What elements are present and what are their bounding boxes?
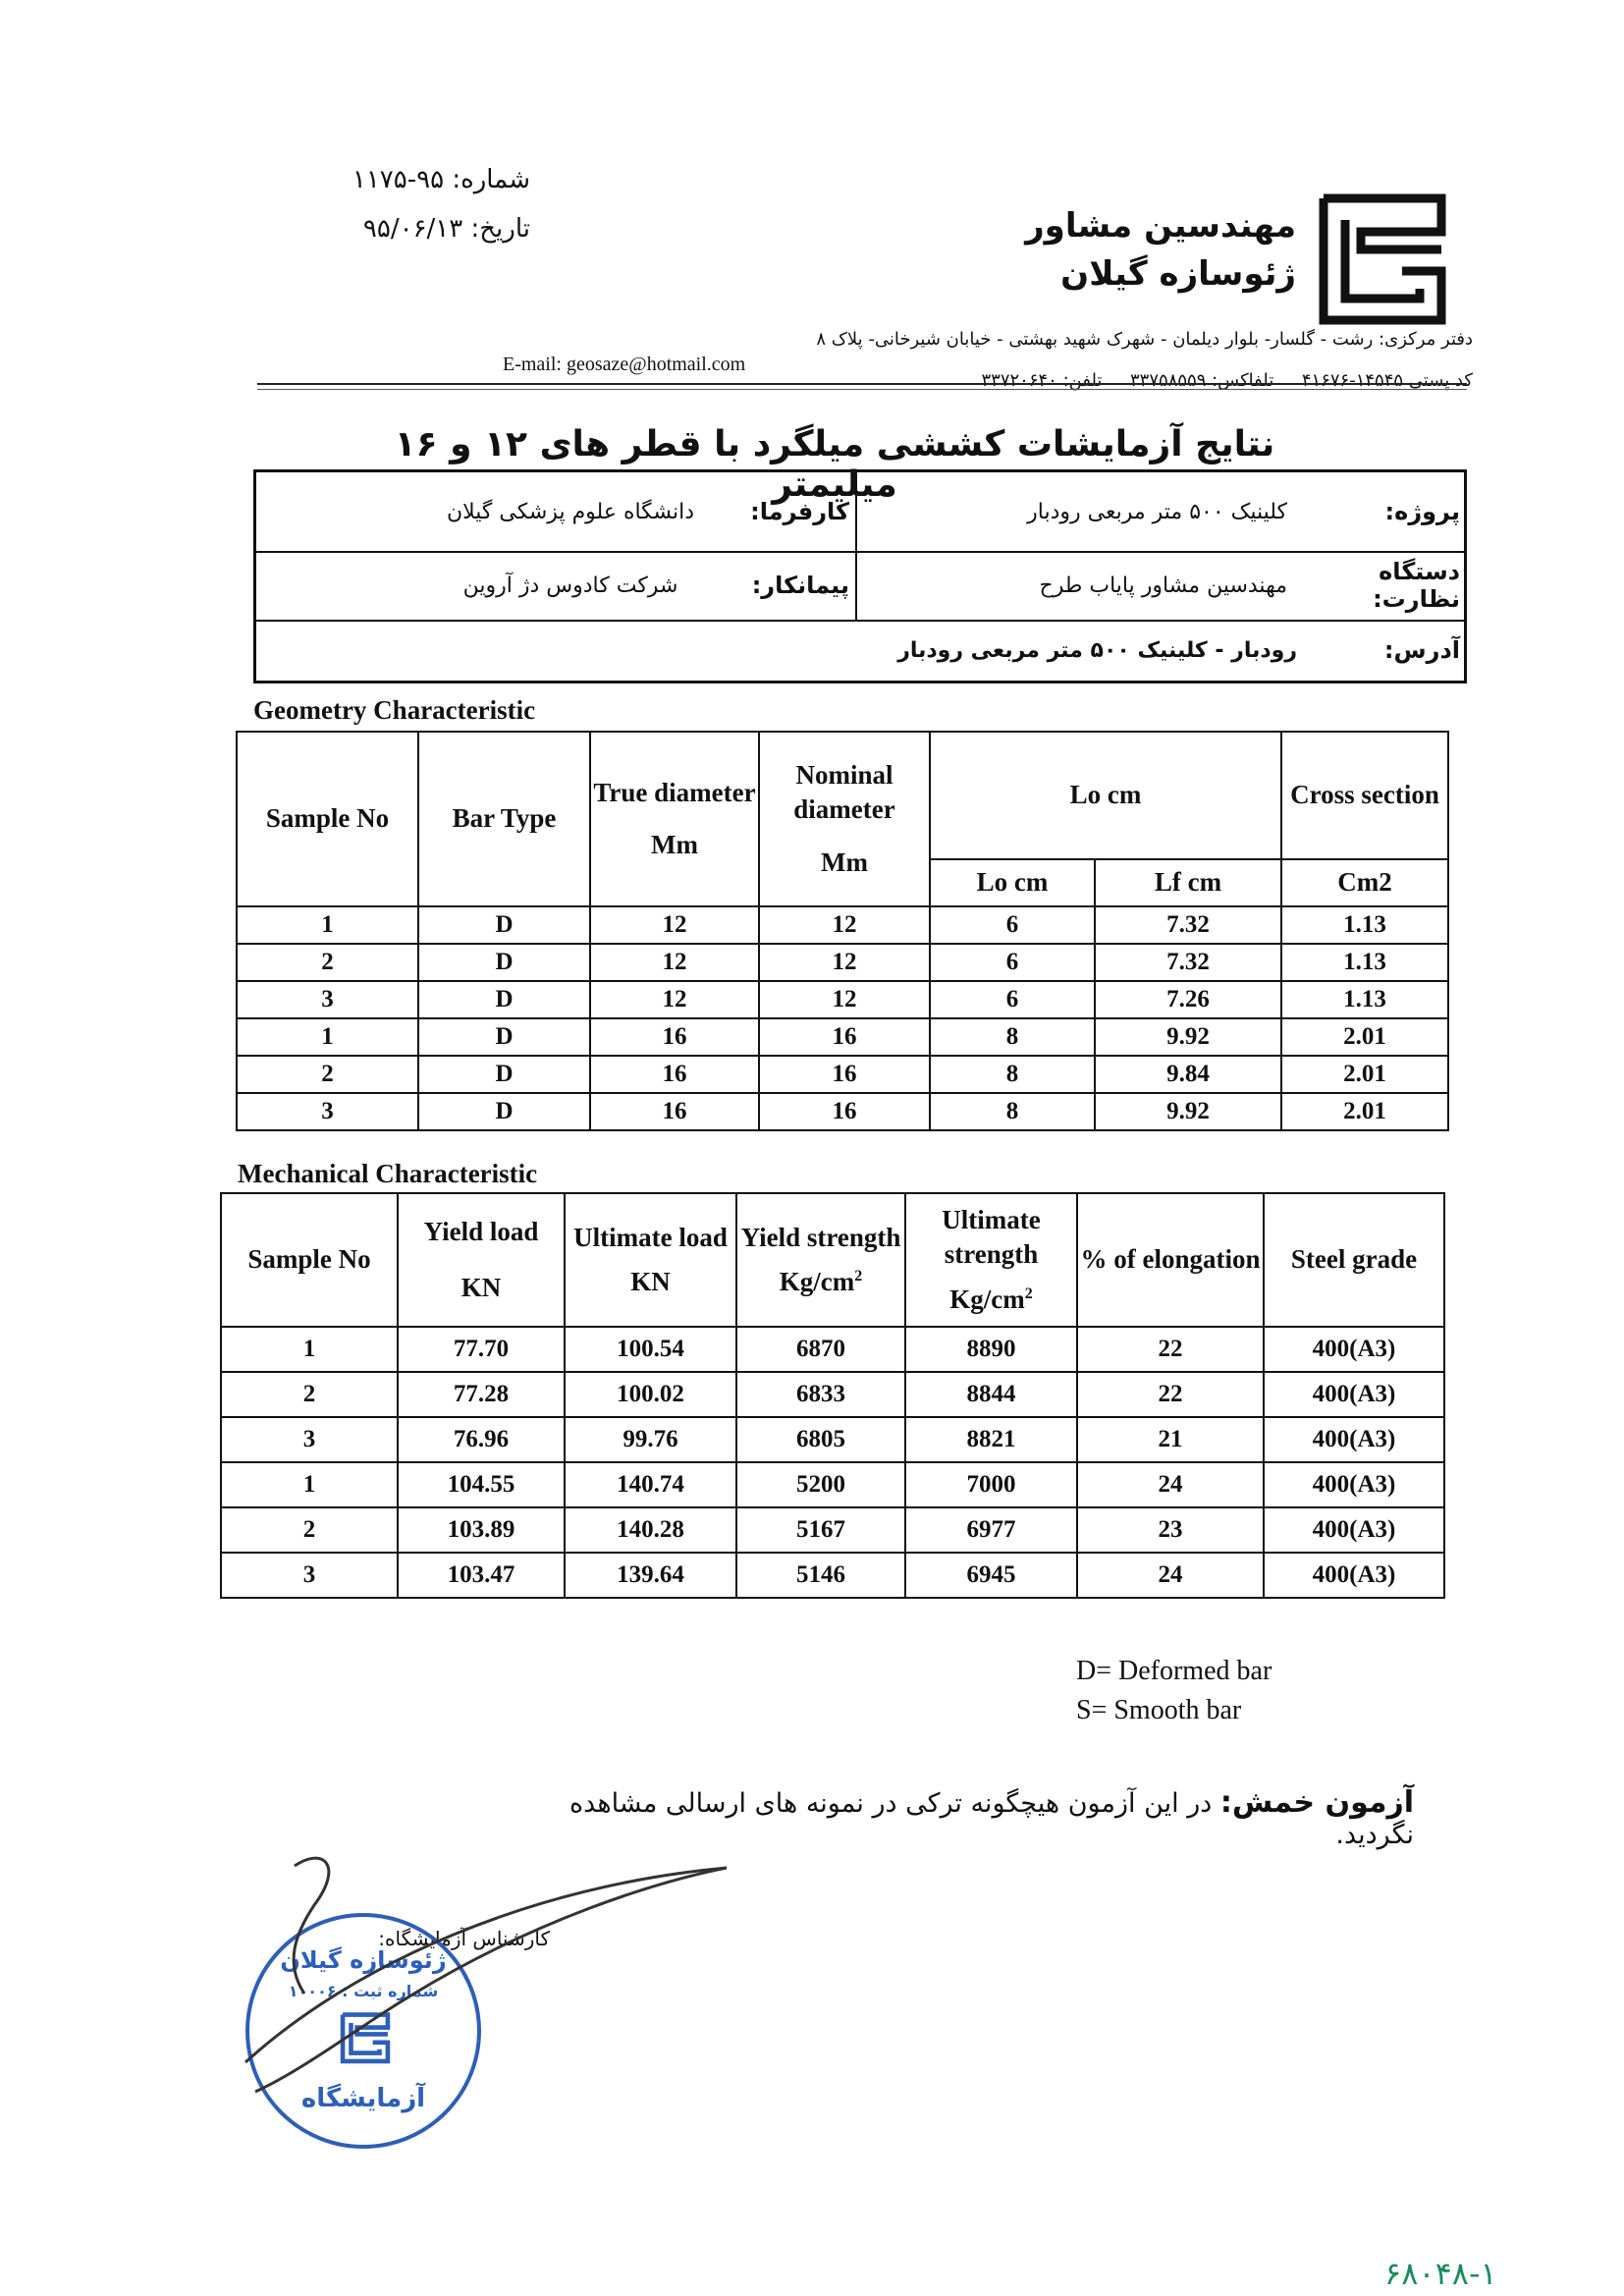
employer-value: دانشگاه علوم پزشکی گیلان — [447, 499, 694, 524]
cell-type: D — [418, 1018, 590, 1056]
cell-nominal: 12 — [759, 906, 930, 944]
cell-nominal: 16 — [759, 1056, 930, 1093]
number-value: ۹۵-۱۱۷۵ — [352, 165, 445, 194]
col-elongation: % of elongation — [1077, 1193, 1264, 1327]
cell-lf: 9.92 — [1095, 1093, 1281, 1130]
cell-el: 23 — [1077, 1507, 1264, 1553]
cell-el: 22 — [1077, 1327, 1264, 1372]
cell-ul: 100.02 — [565, 1372, 736, 1417]
cell-type: D — [418, 944, 590, 981]
phone: تلفن: ۳۳۷۲۰۶۴۰ — [981, 370, 1103, 391]
cell-el: 21 — [1077, 1417, 1264, 1462]
cell-sample: 2 — [237, 1056, 418, 1093]
table-row — [221, 1462, 1444, 1507]
date-label: تاریخ: — [470, 214, 530, 244]
true-diameter-unit: Mm — [651, 830, 698, 859]
cell-sample: 3 — [221, 1553, 398, 1598]
info-row-supervisor — [256, 551, 1464, 622]
contractor-value: شرکت کادوس دژ آروین — [462, 573, 678, 598]
cell-ys: 6805 — [736, 1417, 905, 1462]
legend-deformed: D= Deformed bar — [1076, 1656, 1272, 1686]
cell-type: D — [418, 981, 590, 1018]
geometry-section-title: Geometry Characteristic — [253, 695, 536, 725]
cell-ul: 99.76 — [565, 1417, 736, 1462]
col-steel-grade: Steel grade — [1264, 1193, 1444, 1327]
cell-grade: 400(A3) — [1264, 1553, 1444, 1598]
mechanical-section-title: Mechanical Characteristic — [238, 1159, 538, 1188]
supervisor-label: دستگاه نظارت: — [1373, 558, 1460, 613]
cell-lf: 7.26 — [1095, 981, 1281, 1018]
cell-ys: 5167 — [736, 1507, 905, 1553]
info-row-address — [256, 620, 1464, 681]
nominal-diameter-unit: Mm — [821, 847, 868, 877]
number-label: شماره: — [452, 165, 530, 194]
cell-ys: 5146 — [736, 1553, 905, 1598]
bend-test-note — [550, 1785, 1414, 1850]
cell-nominal: 16 — [759, 1093, 930, 1130]
cell-cross: 1.13 — [1281, 944, 1448, 981]
col-sample-no: Sample No — [221, 1193, 398, 1327]
cell-nominal: 12 — [759, 981, 930, 1018]
cell-cross: 2.01 — [1281, 1093, 1448, 1130]
cell-el: 22 — [1077, 1372, 1264, 1417]
email: E-mail: geosaze@hotmail.com — [503, 354, 746, 375]
bend-test-label: آزمون خمش: — [1219, 1785, 1414, 1820]
cell-yl: 77.70 — [398, 1327, 565, 1372]
cell-sample: 2 — [221, 1372, 398, 1417]
company-line1: مهندسین مشاور — [1025, 206, 1296, 246]
col-sample-no: Sample No — [237, 732, 418, 906]
cell-nominal: 16 — [759, 1018, 930, 1056]
true-diameter-label: True diameter — [593, 777, 756, 807]
page-title: نتایج آزمایشات کششی میلگرد با قطر های ۱۲ و ۱۶ میلیمتر — [394, 424, 1275, 505]
bend-test-text: در این آزمون هیچگونه ترکی در نمونه های ارسالی مشاهده نگردید. — [569, 1788, 1414, 1850]
cell-ul: 100.54 — [565, 1327, 736, 1372]
col-nominal-diameter — [759, 732, 930, 906]
cell-lf: 7.32 — [1095, 906, 1281, 944]
page-number: ۶۸۰۴۸-۱ — [1384, 2255, 1497, 2292]
cell-us: 6945 — [905, 1553, 1077, 1598]
cell-sample: 1 — [221, 1462, 398, 1507]
table-row — [221, 1553, 1444, 1598]
table-row — [221, 1417, 1444, 1462]
cell-grade: 400(A3) — [1264, 1507, 1444, 1553]
col-cross-section: Cross section — [1281, 732, 1448, 859]
contact-line — [805, 370, 1473, 391]
cell-lf: 9.92 — [1095, 1018, 1281, 1056]
col-yield-load — [398, 1193, 565, 1327]
col-yield-strength — [736, 1193, 905, 1327]
ultimate-strength-unit: $Kg/cm^2$ — [949, 1284, 1033, 1314]
cell-yl: 103.47 — [398, 1553, 565, 1598]
cell-sample: 3 — [221, 1417, 398, 1462]
cell-sample: 1 — [237, 1018, 418, 1056]
cell-lo: 6 — [930, 944, 1095, 981]
employer-label: کارفرما: — [750, 498, 849, 525]
cell-lf: 9.84 — [1095, 1056, 1281, 1093]
cell-true: 16 — [590, 1093, 759, 1130]
table-row — [237, 1093, 1448, 1130]
cell-lf: 7.32 — [1095, 944, 1281, 981]
col-lo: Lo cm — [930, 859, 1095, 906]
cell-cross: 2.01 — [1281, 1018, 1448, 1056]
cell-ul: 139.64 — [565, 1553, 736, 1598]
cell-type: D — [418, 1056, 590, 1093]
company-logo-icon — [1316, 192, 1449, 330]
cell-sample: 3 — [237, 981, 418, 1018]
letter-number — [334, 165, 530, 194]
cell-type: D — [418, 906, 590, 944]
ultimate-load-label: Ultimate load — [573, 1222, 728, 1252]
expert-label: کارشناس آزمایشگاه: — [378, 1927, 550, 1950]
col-ultimate-load — [565, 1193, 736, 1327]
cell-grade: 400(A3) — [1264, 1327, 1444, 1372]
cell-us: 8890 — [905, 1327, 1077, 1372]
ultimate-strength-label: Ultimate strength — [942, 1205, 1041, 1270]
postal-code: کد پستی ۱۴۵۴۵-۴۱۶۷۶ — [1301, 370, 1473, 391]
table-row — [221, 1372, 1444, 1417]
address-value: رودبار - کلینیک ۵۰۰ متر مربعی رودبار — [897, 637, 1297, 663]
company-name — [982, 202, 1296, 300]
cell-lo: 8 — [930, 1018, 1095, 1056]
date-value: ۹۵/۰۶/۱۳ — [362, 214, 463, 244]
cell-yl: 104.55 — [398, 1462, 565, 1507]
legend-smooth: S= Smooth bar — [1076, 1695, 1242, 1725]
table-row — [237, 981, 1448, 1018]
contractor-label: پیمانکار: — [751, 572, 849, 599]
cell-yl: 103.89 — [398, 1507, 565, 1553]
cell-lo: 6 — [930, 906, 1095, 944]
signature-scribble — [236, 1846, 746, 2121]
stamp-line3: آزمایشگاه — [300, 2084, 426, 2113]
cell-grade: 400(A3) — [1264, 1417, 1444, 1462]
info-row-project — [256, 472, 1464, 553]
col-bar-type: Bar Type — [418, 732, 590, 906]
cell-true: 12 — [590, 906, 759, 944]
address-line: دفتر مرکزی: رشت - گلسار- بلوار دیلمان - شهرک شهید بهشتی - خیابان شیرخانی- پلاک ۸ — [816, 329, 1473, 350]
cell-el: 24 — [1077, 1553, 1264, 1598]
cell-sample: 1 — [237, 906, 418, 944]
cell-sample: 3 — [237, 1093, 418, 1130]
stamp-line2: شماره ثبت : ۱۰۰۰۶ — [288, 1982, 439, 2000]
cell-us: 6977 — [905, 1507, 1077, 1553]
col-lo-group: Lo cm — [930, 732, 1281, 859]
col-cross-unit: Cm2 — [1281, 859, 1448, 906]
cell-nominal: 12 — [759, 944, 930, 981]
cell-true: 12 — [590, 944, 759, 981]
address-label: آدرس: — [1383, 636, 1460, 664]
table-row — [221, 1327, 1444, 1372]
cell-sample: 2 — [237, 944, 418, 981]
col-ultimate-strength — [905, 1193, 1077, 1327]
cell-ul: 140.28 — [565, 1507, 736, 1553]
col-lf: Lf cm — [1095, 859, 1281, 906]
letter-date — [334, 214, 530, 244]
yield-strength-label: Yield strength — [740, 1222, 901, 1252]
cell-cross: 2.01 — [1281, 1056, 1448, 1093]
cell-el: 24 — [1077, 1462, 1264, 1507]
cell-grade: 400(A3) — [1264, 1462, 1444, 1507]
table-row — [221, 1507, 1444, 1553]
cell-ul: 140.74 — [565, 1462, 736, 1507]
cell-cross: 1.13 — [1281, 981, 1448, 1018]
table-row — [237, 944, 1448, 981]
yield-load-unit: KN — [460, 1273, 502, 1302]
cell-true: 12 — [590, 981, 759, 1018]
table-row — [237, 1056, 1448, 1093]
yield-strength-unit: $Kg/cm^2$ — [779, 1267, 863, 1296]
cell-yl: 76.96 — [398, 1417, 565, 1462]
cell-ys: 5200 — [736, 1462, 905, 1507]
ultimate-load-unit: KN — [630, 1267, 671, 1296]
nominal-diameter-label: Nominal diameter — [793, 760, 895, 825]
cell-sample: 1 — [221, 1327, 398, 1372]
project-label: پروژه: — [1384, 498, 1460, 525]
cell-ys: 6833 — [736, 1372, 905, 1417]
cell-yl: 77.28 — [398, 1372, 565, 1417]
yield-load-label: Yield load — [423, 1216, 539, 1246]
table-row — [237, 1018, 1448, 1056]
cell-lo: 6 — [930, 981, 1095, 1018]
cell-ys: 6870 — [736, 1327, 905, 1372]
cell-us: 8844 — [905, 1372, 1077, 1417]
col-true-diameter — [590, 732, 759, 906]
cell-true: 16 — [590, 1018, 759, 1056]
project-info-table — [253, 469, 1467, 683]
header-divider — [257, 383, 1467, 385]
company-line2: ژئوسازه گیلان — [1060, 254, 1296, 295]
cell-us: 8821 — [905, 1417, 1077, 1462]
fax: تلفاکس: ۳۳۷۵۸۵۵۹ — [1130, 370, 1274, 391]
mechanical-table — [220, 1192, 1445, 1599]
supervisor-value: مهندسین مشاور پایاب طرح — [1039, 573, 1287, 598]
cell-sample: 2 — [221, 1507, 398, 1553]
table-row — [237, 906, 1448, 944]
cell-true: 16 — [590, 1056, 759, 1093]
cell-cross: 1.13 — [1281, 906, 1448, 944]
geometry-table — [236, 731, 1449, 1131]
header-divider-thin — [257, 389, 1467, 390]
cell-type: D — [418, 1093, 590, 1130]
cell-lo: 8 — [930, 1093, 1095, 1130]
cell-grade: 400(A3) — [1264, 1372, 1444, 1417]
stamp-line1: ژئوسازه گیلان — [280, 1946, 447, 1974]
cell-lo: 8 — [930, 1056, 1095, 1093]
cell-us: 7000 — [905, 1462, 1077, 1507]
project-value: کلینیک ۵۰۰ متر مربعی رودبار — [1027, 499, 1287, 524]
